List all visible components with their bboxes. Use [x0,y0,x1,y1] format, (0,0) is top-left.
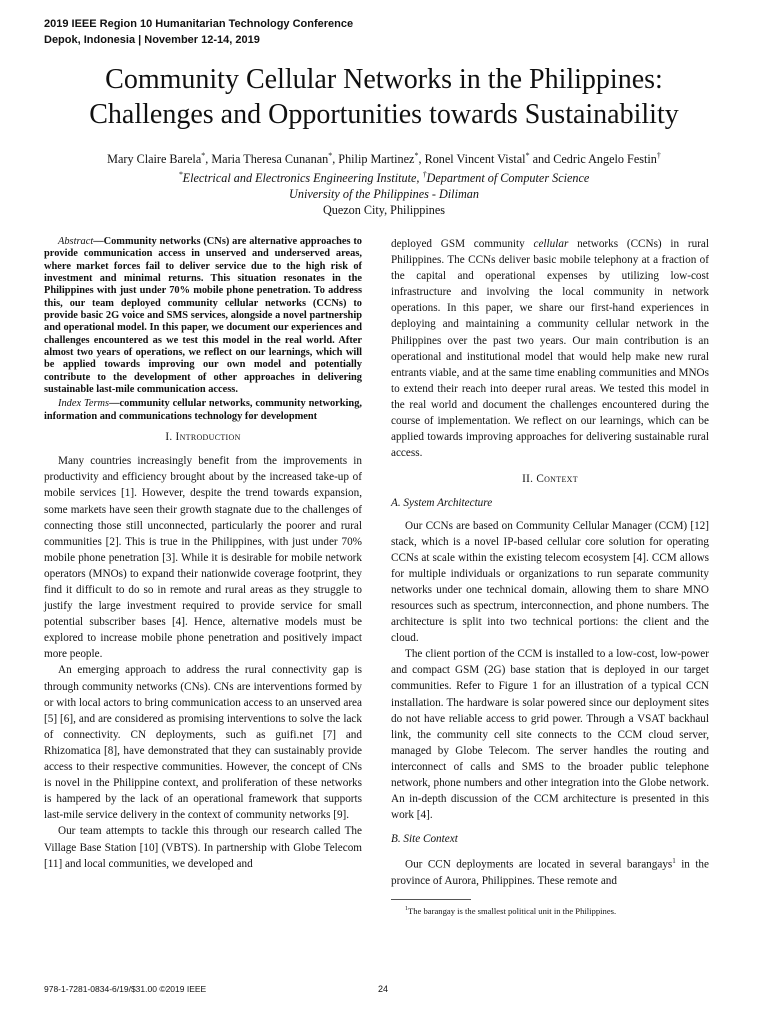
title-line-2: Challenges and Opportunities towards Sustainability [89,99,679,130]
system-architecture-paragraph-1: Our CCNs are based on Community Cellular Manager (CCM) [12] stack, which is a novel IP-based cellular core solution for operating CCNs at scale within the existing telecom ecosystem [4]. CCM allows for multiple individuals or organizations to run separate community networks under one technical domain, allowing them to share MNO resources such as spectrum, interconnection, and phone numbers. The architecture is split into two technical portions: the client and the cloud. [391,519,709,645]
site-context-paragraph-1: Our CCN deployments are located in several barangays$^1$ in the province of Aurora, Philippines. These remote and [391,857,709,888]
conference-name: 2019 IEEE Region 10 Humanitarian Technology Conference [44,18,354,30]
section-heading-introduction: I. Introduction [165,431,241,444]
conference-location-date: Depok, Indonesia | November 12-14, 2019 [44,34,260,46]
abstract: Abstract—Community networks (CNs) are alternative approaches to provide communication access in unserved and underserved areas, where market forces fail to deliver service due to the high risk of investment and minimal returns. This situation resonates in the Philippines with just under 70% mobile phone penetration. To address this, our team deployed community cellular networks (CCNs) to provide basic 2G voice and SMS services, alongside a novel partnership and operational model. In this paper, we document our experiences and challenges encountered as we test this model in the real world. After almost two years of operations, we reflect on our learnings, which will be applied towards improving our own model and potentially contribute to the development of other approaches in delivering sustainable last-mile communication access. [44,236,362,396]
footnote-divider [391,899,471,900]
subsection-heading-system-architecture: A. System Architecture [391,497,493,510]
subsection-heading-site-context: B. Site Context [391,833,458,846]
affiliation-city: Quezon City, Philippines [322,203,446,218]
intro-paragraph-2: An emerging approach to address the rural connectivity gap is through community networks (CNs). CNs are interventions formed by or with local actors to bring communication access to an unserved area [5] [6], and are considered as promising interventions to solve the lack of connectivity. CN deployments, such as guifi.net [7] and Rhizomatica [8], have demonstrated that they can sustainably provide access to their respective communities. However, the concept of CNs is novel in the Philippine context, and proliferation of these networks is hampered by the lack of an operational framework that supports last-mile service delivery in the context of community networks [9]. [44,664,362,822]
conference-header [44,16,353,48]
intro-paragraph-3: Our team attempts to tackle this through our research called The Village Base Station [10] (VBTS). In partnership with Globe Telecom [11] and local communities, we developed and [44,825,362,870]
affiliation-university: University of the Philippines - Diliman [289,187,479,202]
intro-paragraph-3-continued: deployed GSM community cellular networks (CCNs) in rural Philippines. The CCNs deliver basic mobile telephony at a fraction of the capital and operational expenses by utilizing low-cost infrastructure and involving the local community in network operations. In this paper, we share our first-hand experiences in deploying and maintaining a community cellular network in the Philippines over the past two years. Our main contribution is an operational and institutional model that would help make new rural entrants viable, and at the same time enabling communities and MNOs to extend their reach into deeper rural areas. We tested this model in the real world and document the challenges encountered during the course of implementation. We reflect on our learnings, which can be applied towards improving approaches for delivering sustainable rural access. [391,238,709,460]
intro-paragraph-1: Many countries increasingly benefit from the improvements in productivity and efficiency brought about by the increased take-up of mobile services [1]. However, despite the trend towards expansion, some markets have seen their growth stagnate due to the challenges of connecting those still unconnected, particularly the poorer and rural communities [2]. This is true in the Philippines, with just under 70% mobile phone penetration [3]. While it is desirable for mobile network operators (MNOs) to expand their nationwide coverage footprint, they find it difficult to do so in remote and rural areas as they struggle to justify the large investment required to provide service for small potential subscriber bases [4]. Hence, alternative models must be explored to increase mobile phone penetration and positively impact more people. [44,455,362,661]
right-column [391,236,709,917]
paper-title [20,62,748,132]
author-block [20,148,748,218]
title-line-1: Community Cellular Networks in the Philippines: [105,64,663,95]
author-names: Mary Claire Barela*, Maria Theresa Cunanan*, Philip Martinez*, Ronel Vincent Vistal* and Cedric Angelo Festin† [107,151,661,167]
system-architecture-paragraph-2: The client portion of the CCM is installed to a low-cost, low-power and compact GSM (2G) base station that is deployed in our target communities. Refer to Figure 1 for an illustration of a typical CCN installation. The hardware is solar powered since our deployment sites do not have reliable access to grid power. Through a VSAT backhaul link, the community cell site connects to the CCM cloud server, managed by Globe Telecom. The server handles the routing and interconnect of calls and SMS to the broader public telephone network, phone numbers and other integration into the Globe network. An in-depth discussion of the CCM architecture is presented in this work [4]. [391,648,709,822]
affiliation-departments: *Electrical and Electronics Engineering Institute, †Department of Computer Science [178,170,590,186]
page-number: 24 [378,984,389,994]
section-heading-context: II. Context [522,473,578,486]
index-terms: Index Terms—community cellular networks, community networking, information and communications technology for development [44,398,362,422]
left-column [44,236,362,872]
footnote: $^1$The barangay is the smallest political unit in the Philippines. [405,906,617,917]
isbn-copyright: 978-1-7281-0834-6/19/$31.00 ©2019 IEEE [44,984,207,994]
